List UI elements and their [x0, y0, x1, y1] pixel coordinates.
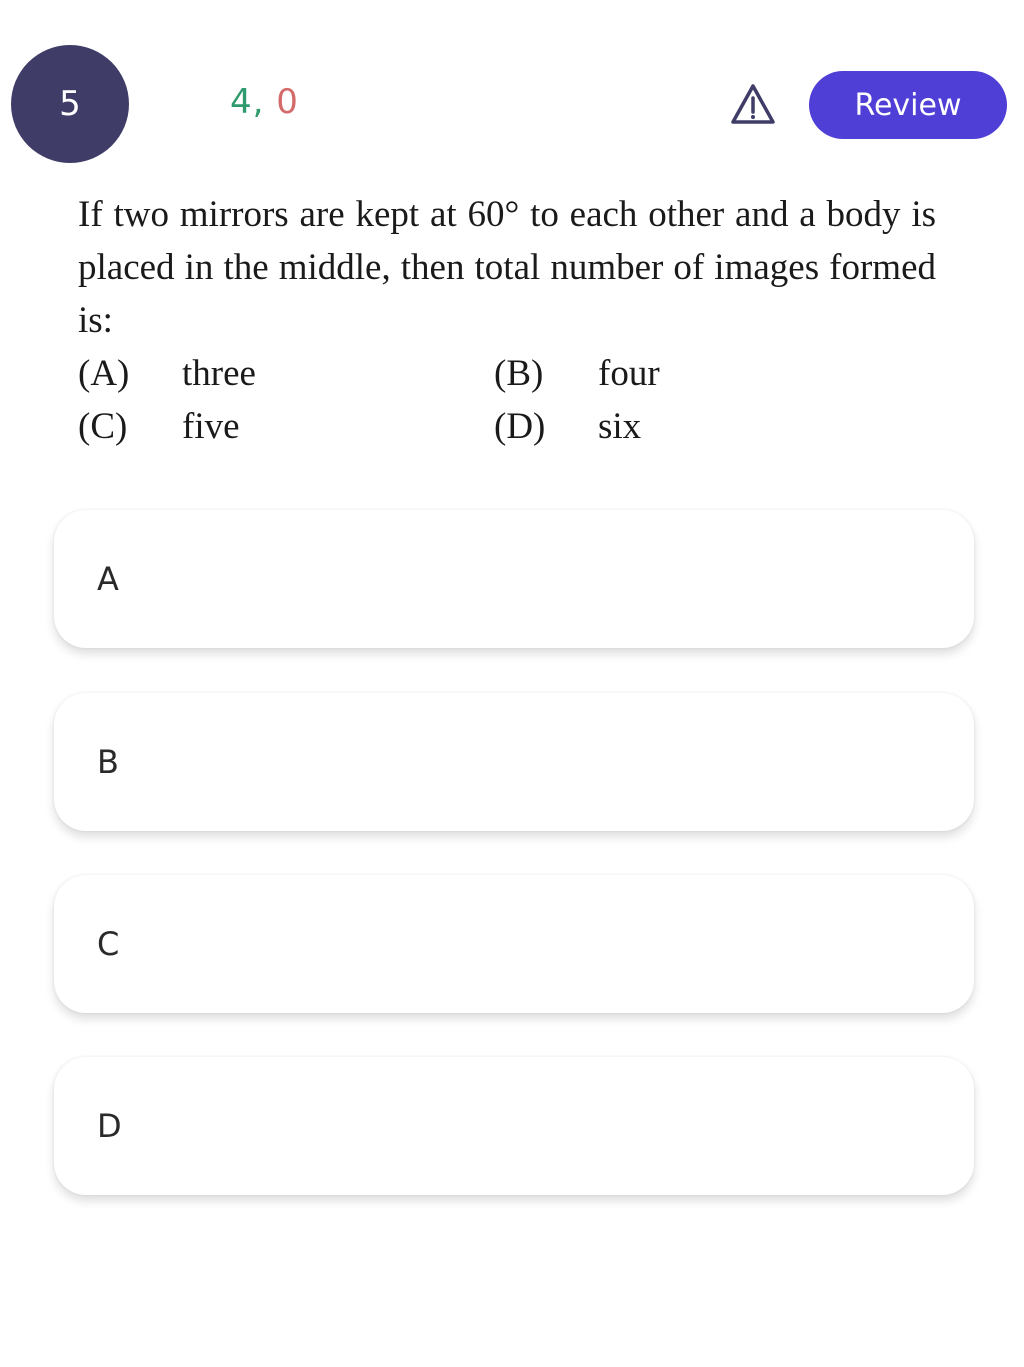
option-label: (C) [78, 406, 128, 447]
option-text: five [182, 406, 240, 447]
question-number: 5 [59, 84, 81, 124]
answer-choice-a[interactable] [54, 510, 974, 648]
question-option-d [494, 400, 641, 453]
option-label: (A) [78, 353, 130, 394]
answer-choice-label: B [97, 743, 119, 781]
negative-marks: 0 [276, 82, 299, 122]
option-label: (B) [494, 353, 544, 394]
question-option-a [78, 347, 256, 400]
answer-choice-c[interactable] [54, 875, 974, 1013]
marks-indicator [230, 80, 299, 124]
option-text: three [182, 353, 256, 394]
question-text: If two mirrors are kept at 60° to each other and a body is placed in the middle, then total number of images formed is: [78, 194, 936, 341]
question-number-badge [11, 45, 129, 163]
report-button[interactable] [729, 82, 777, 126]
question-option-c [78, 400, 240, 453]
answer-choice-label: A [97, 560, 119, 598]
option-text: six [598, 406, 642, 447]
marks-separator: , [252, 82, 265, 122]
review-button[interactable]: Review [809, 71, 1007, 139]
answer-choice-d[interactable] [54, 1057, 974, 1195]
answer-choice-label: D [97, 1107, 122, 1145]
warning-triangle-icon [729, 82, 777, 126]
positive-marks: 4 [230, 82, 253, 122]
answer-choice-b[interactable] [54, 693, 974, 831]
option-label: (D) [494, 406, 546, 447]
question-option-b [494, 347, 660, 400]
answer-choice-label: C [97, 925, 120, 963]
option-text: four [598, 353, 660, 394]
